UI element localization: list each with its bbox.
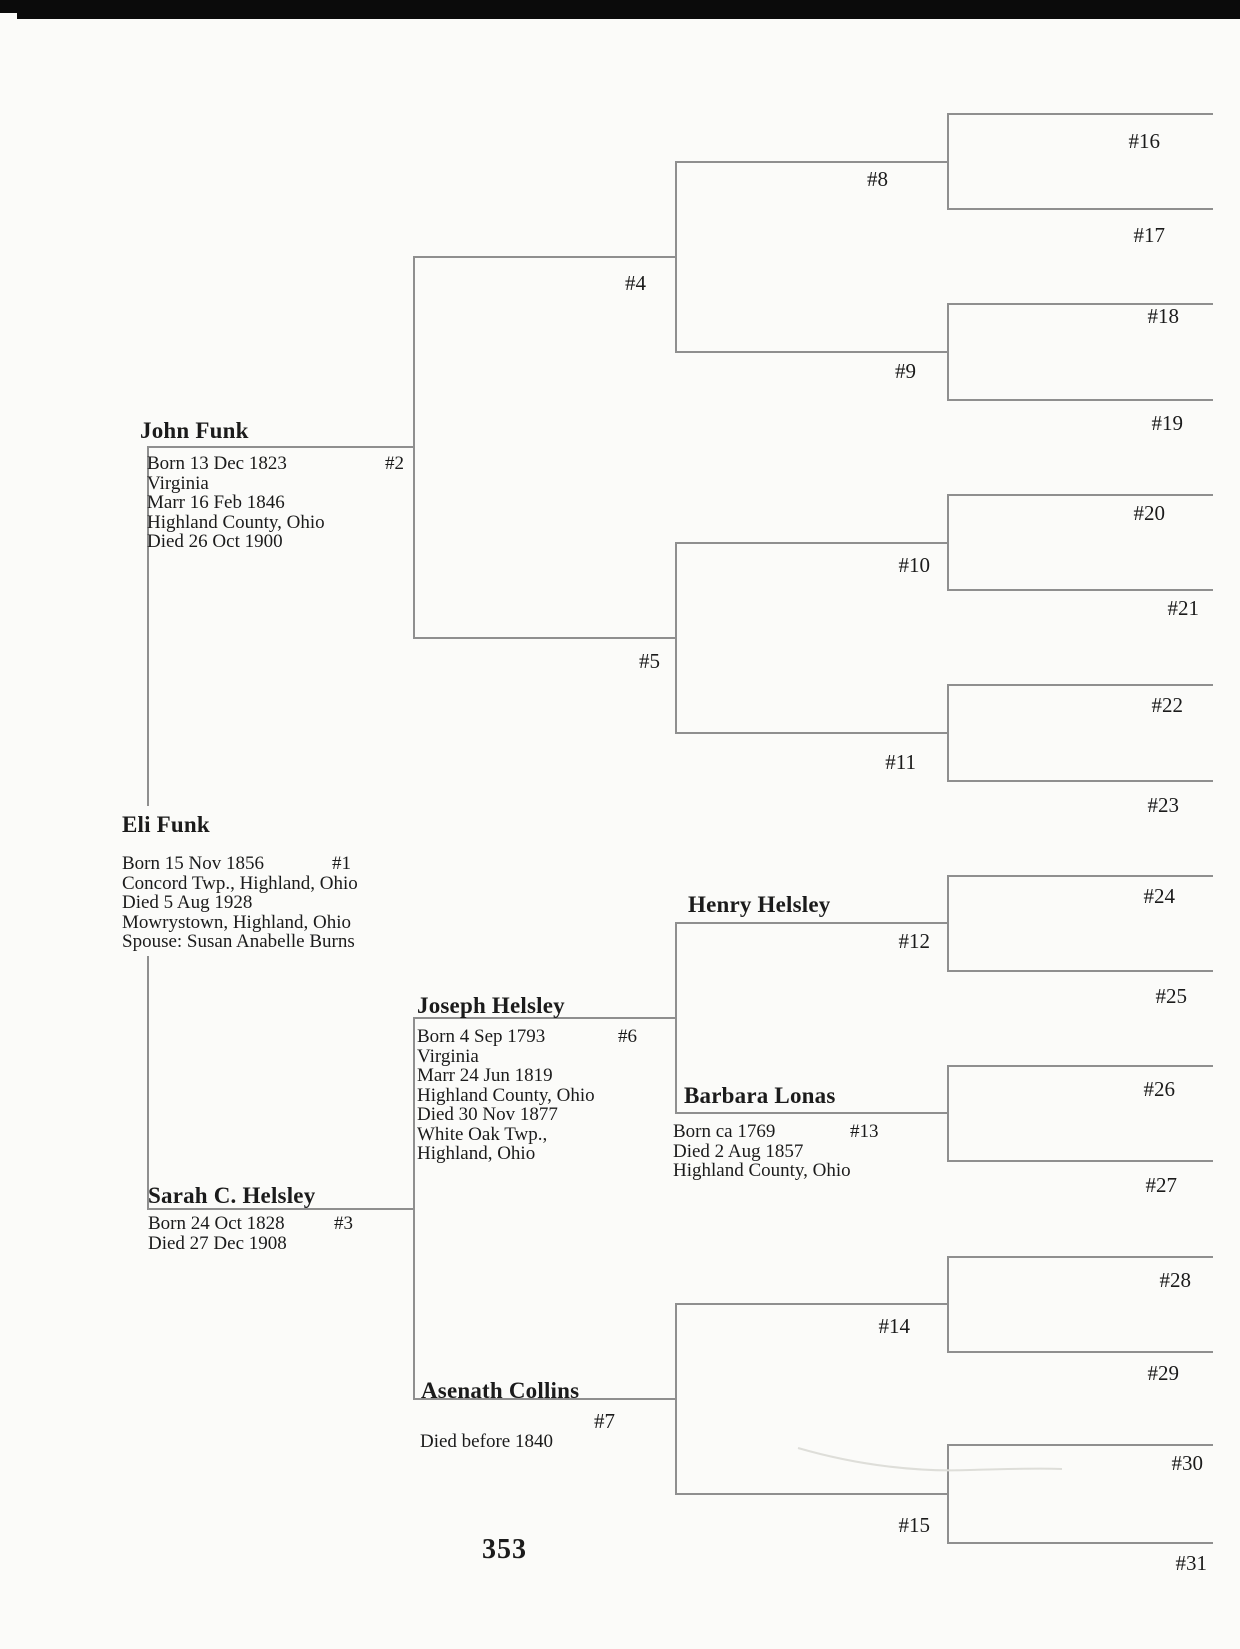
person-14-line — [675, 1303, 947, 1305]
person-13-name: Barbara Lonas — [684, 1083, 836, 1108]
detail-line: Died 30 Nov 1877 — [417, 1104, 558, 1125]
bracket-vertical — [947, 494, 949, 591]
person-31-number-label: #31 — [1175, 1551, 1207, 1575]
person-7-name: Asenath Collins — [421, 1378, 580, 1403]
detail-line: Born ca 1769 #13 — [673, 1121, 879, 1142]
person-16-number-label: #16 — [1128, 129, 1160, 153]
person-4-line — [413, 256, 675, 258]
bracket-vertical — [675, 542, 677, 734]
person-14-number-label: #14 — [878, 1314, 910, 1338]
bracket-vertical — [947, 303, 949, 401]
detail-line: Marr 24 Jun 1819 — [417, 1065, 553, 1086]
detail-line: Spouse: Susan Anabelle Burns — [122, 931, 355, 952]
person-3-details — [148, 1213, 353, 1254]
bracket-vertical — [675, 161, 677, 353]
scan-border-notch — [0, 13, 17, 20]
person-2-details — [147, 453, 404, 552]
person-1-number-label: #1 — [332, 853, 351, 874]
person-31-line — [947, 1542, 1213, 1544]
person-20-number-label: #20 — [1133, 501, 1165, 525]
person-6-details — [417, 1026, 637, 1164]
person-5-line — [413, 637, 675, 639]
person-12-line — [675, 922, 947, 924]
person-15-line — [675, 1493, 947, 1495]
person-10-number-label: #10 — [898, 553, 930, 577]
person-19-number-label: #19 — [1151, 411, 1183, 435]
person-18-number-label: #18 — [1147, 304, 1179, 328]
detail-line: Died before 1840 — [420, 1431, 553, 1452]
person-19-line — [947, 399, 1213, 401]
detail-line: Virginia — [147, 472, 209, 494]
person-30-number-label: #30 — [1171, 1451, 1203, 1475]
bracket-vertical — [675, 1303, 677, 1495]
person-21-number-label: #21 — [1167, 596, 1199, 620]
scan-artifact — [790, 1428, 1070, 1480]
scan-border-top — [0, 0, 1240, 19]
detail-line: Born 24 Oct 1828 #3 — [148, 1213, 353, 1234]
person-17-line — [947, 208, 1213, 210]
detail-line: Born 15 Nov 1856 #1 — [122, 853, 351, 874]
person-2-line — [147, 446, 413, 448]
person-28-line — [947, 1256, 1213, 1258]
detail-line: Virginia — [417, 1045, 479, 1067]
person-5-number-label: #5 — [639, 649, 660, 673]
person-6-name: Joseph Helsley — [417, 993, 565, 1018]
person-24-number-label: #24 — [1143, 884, 1175, 908]
person-7-number-label: #7 — [594, 1409, 615, 1433]
detail-line: Born 4 Sep 1793 #6 — [417, 1026, 637, 1047]
person-24-line — [947, 875, 1213, 877]
person-25-line — [947, 970, 1213, 972]
page-number: 353 — [482, 1534, 527, 1565]
detail-line: Highland County, Ohio — [147, 511, 325, 533]
person-9-number-label: #9 — [895, 359, 916, 383]
person-3-name: Sarah C. Helsley — [148, 1183, 316, 1208]
person-13-number-label: #13 — [850, 1121, 879, 1142]
detail-line: Died 26 Oct 1900 — [147, 531, 283, 552]
person-22-number-label: #22 — [1151, 693, 1183, 717]
bracket-vertical — [947, 1065, 949, 1162]
person-16-line — [947, 113, 1213, 115]
detail-line: Died 27 Dec 1908 — [148, 1232, 287, 1254]
person-13-line — [675, 1112, 947, 1114]
person-2-number-label: #2 — [385, 453, 404, 474]
bracket-vertical — [675, 922, 677, 1114]
person-1-name: Eli Funk — [122, 812, 210, 837]
detail-line: Highland County, Ohio — [417, 1084, 595, 1106]
person-29-number-label: #29 — [1147, 1361, 1179, 1385]
person-15-number-label: #15 — [898, 1513, 930, 1537]
person-27-number-label: #27 — [1145, 1173, 1177, 1197]
detail-line: Concord Twp., Highland, Ohio — [122, 872, 358, 894]
person-12-number-label: #12 — [898, 929, 930, 953]
person-4-number-label: #4 — [625, 271, 646, 295]
detail-line: White Oak Twp., — [417, 1123, 548, 1145]
person-21-line — [947, 589, 1213, 591]
person-26-line — [947, 1065, 1213, 1067]
person-27-line — [947, 1160, 1213, 1162]
person-23-line — [947, 780, 1213, 782]
detail-line: Born 13 Dec 1823 #2 — [147, 453, 404, 474]
detail-line: Died 2 Aug 1857 — [673, 1140, 804, 1162]
person-7-details — [420, 1432, 553, 1452]
detail-line: Died 5 Aug 1928 — [122, 892, 253, 913]
bracket-vertical — [413, 1017, 415, 1400]
person-10-line — [675, 542, 947, 544]
detail-line: Highland, Ohio — [417, 1143, 536, 1164]
detail-line: Highland County, Ohio — [673, 1160, 851, 1181]
person-17-number-label: #17 — [1133, 223, 1165, 247]
person-22-line — [947, 684, 1213, 686]
person-9-line — [675, 351, 947, 353]
person-8-line — [675, 161, 947, 163]
bracket-vertical — [947, 1256, 949, 1353]
person-3-number-label: #3 — [334, 1213, 353, 1234]
bracket-vertical — [947, 875, 949, 972]
person-13-details — [673, 1121, 879, 1181]
person-8-number-label: #8 — [867, 167, 888, 191]
person-11-number-label: #11 — [885, 750, 916, 774]
person-11-line — [675, 732, 947, 734]
person-28-number-label: #28 — [1159, 1268, 1191, 1292]
person-26-number-label: #26 — [1143, 1077, 1175, 1101]
detail-line: Marr 16 Feb 1846 — [147, 492, 285, 513]
detail-line: Mowrystown, Highland, Ohio — [122, 911, 352, 933]
person-20-line — [947, 494, 1213, 496]
person-29-line — [947, 1351, 1213, 1353]
bracket-vertical — [947, 684, 949, 782]
bracket-vertical — [947, 113, 949, 210]
bracket-vertical — [413, 256, 415, 639]
person-25-number-label: #25 — [1155, 984, 1187, 1008]
person-12-name: Henry Helsley — [688, 892, 831, 917]
person-2-name: John Funk — [140, 418, 249, 443]
person-6-number-label: #6 — [618, 1026, 637, 1047]
person-1-details — [122, 854, 358, 952]
person-23-number-label: #23 — [1147, 793, 1179, 817]
